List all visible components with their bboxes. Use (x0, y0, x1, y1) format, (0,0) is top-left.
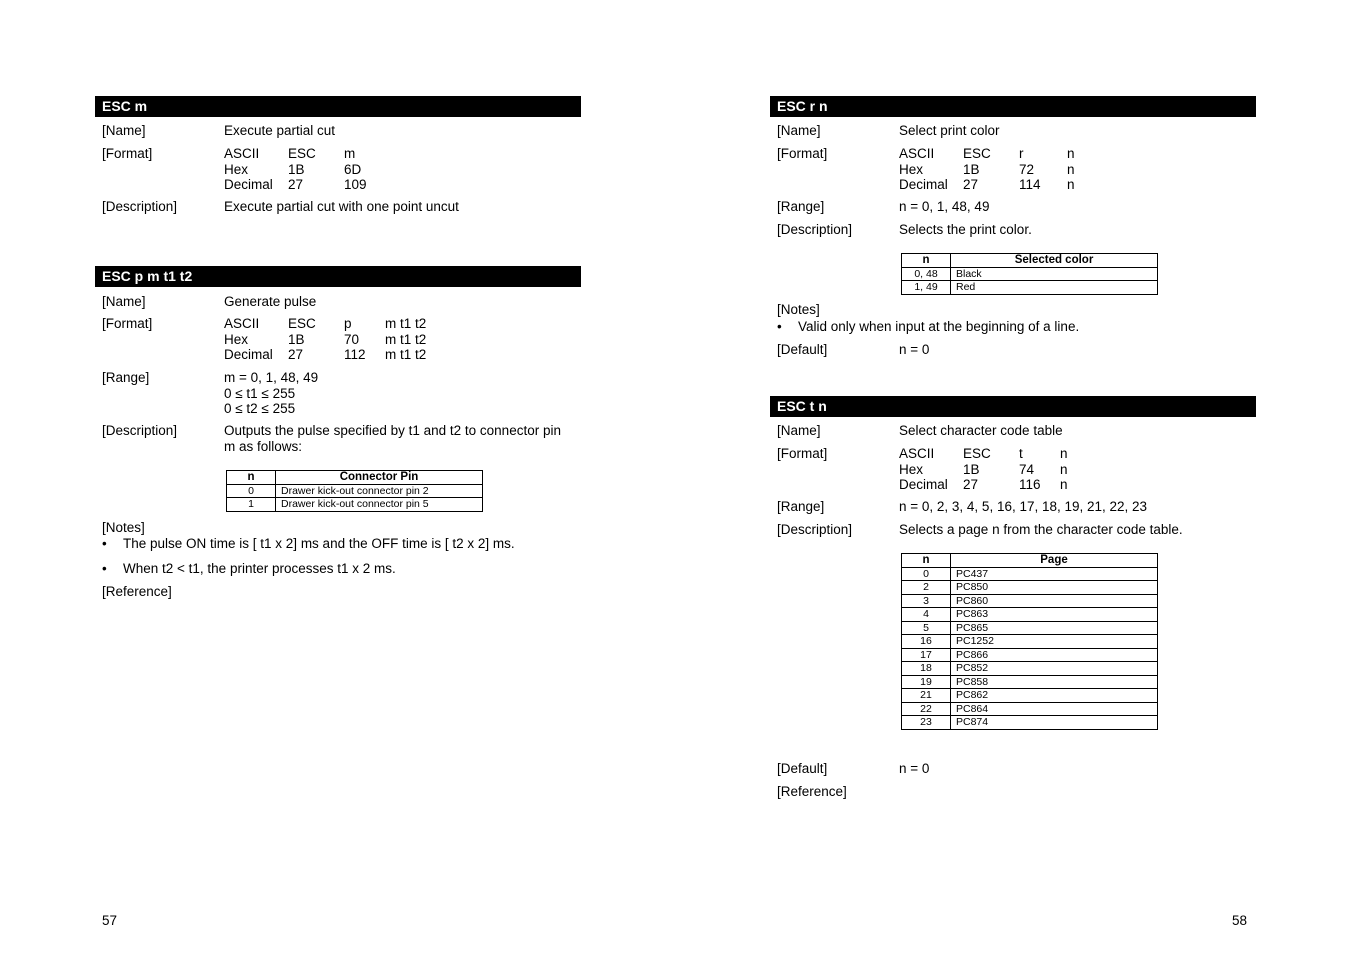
section-header: ESC p m t1 t2 (95, 266, 581, 287)
connector-pin-table (226, 470, 483, 512)
format-label: [Format] (102, 146, 153, 161)
range-label: [Range] (777, 499, 825, 514)
description-value: Selects a page n from the character code table. (899, 522, 1183, 537)
name-label: [Name] (102, 123, 146, 138)
table-row: 1 Drawer kick-out connector pin 5 (227, 498, 483, 512)
section-header: ESC m (95, 96, 581, 117)
print-color-table (901, 253, 1158, 295)
format-label: [Format] (777, 146, 828, 161)
table-row: 17 PC866 (902, 648, 1158, 662)
name-value: Select character code table (899, 423, 1063, 438)
table-row: 16 PC1252 (902, 635, 1158, 649)
name-label: [Name] (777, 423, 821, 438)
table-row: 21 PC862 (902, 689, 1158, 703)
table-row: 22 PC864 (902, 702, 1158, 716)
description-label: [Description] (777, 222, 853, 237)
table-header-row: n Selected color (902, 254, 1158, 268)
table-row: 3 PC860 (902, 594, 1158, 608)
table-row: 0, 48 Black (902, 267, 1158, 281)
notes-label: [Notes] (777, 302, 820, 317)
format-label: [Format] (777, 446, 828, 461)
notes-label: [Notes] (102, 520, 145, 535)
range-value: m = 0, 1, 48, 49 0 ≤ t1 ≤ 255 0 ≤ t2 ≤ 255 (224, 370, 319, 416)
section-esc-p: ESC p m t1 t2 [Name] Generate pulse [Format] ASCII ESC p m t1 t2 Hex 1B 70 m t1 t2 Decimal 27 112 m t1 t2 [Range] m = 0, 1, 48, 49 0 ≤ t1 ≤ 255 0 ≤ t2 ≤ 255 [Description] Outputs the pulse specified by t1 and t2 to connector pin m as follows: n Connector Pin 0 Drawer kick-out connector pin 2 1 Drawer kick-out connector pin 5 [Notes] • The pulse ON time is [ t1 x 2] ms and the OFF time is [ t2 x 2] ms. • When t2 < t1, the printer processes t1 x 2 ms. [Reference] (95, 266, 581, 287)
range-label: [Range] (777, 199, 825, 214)
section-esc-r: ESC r n [Name] Select print color [Format] ASCII ESC r n Hex 1B 72 n Decimal 27 114 n [Range] n = 0, 1, 48, 49 [Description] Selects the print color. n Selected color 0, 48 Black 1, 49 Red [Notes] • Valid only when input at the beginning of a line. [Default] n = 0 (770, 96, 1256, 117)
table-header-row: n Connector Pin (227, 471, 483, 485)
name-value: Execute partial cut (224, 123, 336, 138)
note-item: • The pulse ON time is [ t1 x 2] ms and the OFF time is [ t2 x 2] ms. (102, 536, 515, 551)
note-item: • Valid only when input at the beginning of a line. (777, 319, 1080, 334)
reference-label: [Reference] (777, 784, 847, 799)
description-value: Outputs the pulse specified by t1 and t2 to connector pin m as follows: (224, 423, 561, 454)
table-row: 5 PC865 (902, 621, 1158, 635)
table-row: 2 PC850 (902, 581, 1158, 595)
description-label: [Description] (102, 423, 178, 438)
name-label: [Name] (102, 294, 146, 309)
note-item: • When t2 < t1, the printer processes t1 x 2 ms. (102, 561, 396, 576)
name-value: Generate pulse (224, 294, 317, 309)
reference-label: [Reference] (102, 584, 172, 599)
table-row: 1, 49 Red (902, 281, 1158, 295)
default-label: [Default] (777, 342, 828, 357)
name-label: [Name] (777, 123, 821, 138)
format-label: [Format] (102, 316, 153, 331)
table-header-row: n Page (902, 554, 1158, 568)
table-row: 0 PC437 (902, 567, 1158, 581)
code-page-table (901, 553, 1158, 730)
page-number: 57 (102, 913, 118, 928)
range-value: n = 0, 1, 48, 49 (899, 199, 990, 214)
range-label: [Range] (102, 370, 150, 385)
description-value: Selects the print color. (899, 222, 1032, 237)
page-number: 58 (1232, 913, 1248, 928)
table-row: 19 PC858 (902, 675, 1158, 689)
section-esc-m: ESC m [Name] Execute partial cut [Format] ASCII ESC m Hex 1B 6D Decimal 27 109 [Description] Execute partial cut with one point uncut (95, 96, 581, 117)
description-label: [Description] (102, 199, 178, 214)
default-value: n = 0 (899, 761, 930, 776)
section-header: ESC t n (770, 396, 1256, 417)
default-label: [Default] (777, 761, 828, 776)
range-value: n = 0, 2, 3, 4, 5, 16, 17, 18, 19, 21, 22, 23 (899, 499, 1148, 514)
table-row: 4 PC863 (902, 608, 1158, 622)
description-label: [Description] (777, 522, 853, 537)
section-header: ESC r n (770, 96, 1256, 117)
default-value: n = 0 (899, 342, 930, 357)
table-row: 23 PC874 (902, 716, 1158, 730)
name-value: Select print color (899, 123, 1000, 138)
description-value: Execute partial cut with one point uncut (224, 199, 459, 214)
table-row: 18 PC852 (902, 662, 1158, 676)
table-row: 0 Drawer kick-out connector pin 2 (227, 484, 483, 498)
section-esc-t: ESC t n [Name] Select character code table [Format] ASCII ESC t n Hex 1B 74 n Decimal 27 116 n [Range] n = 0, 2, 3, 4, 5, 16, 17, 18, 19, 21, 22, 23 [Description] Selects a page n from the character code table. n Page 0 PC437 2 PC850 3 PC860 4 PC863 5 PC865 16 PC1252 17 PC866 18 PC852 19 PC858 21 PC862 22 PC864 23 PC874 [Default] n = 0 [Reference] (770, 396, 1256, 417)
